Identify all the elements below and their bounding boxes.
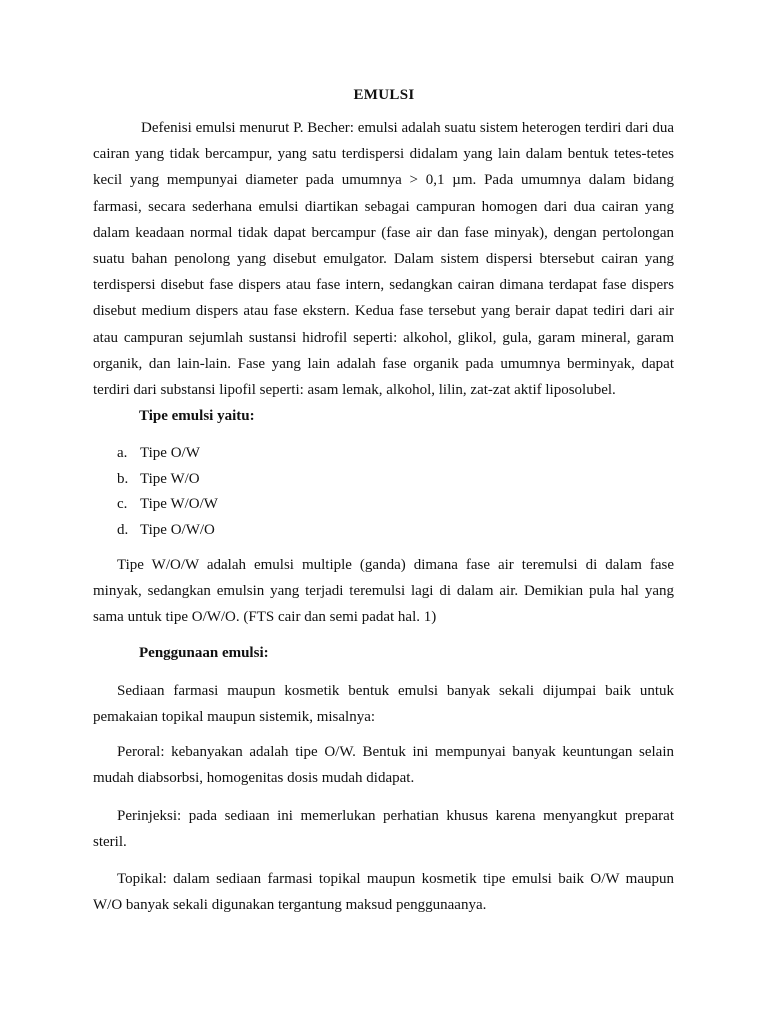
list-marker: c. (117, 496, 128, 512)
peroral-paragraph: Peroral: kebanyakan adalah tipe O/W. Bentuk ini mempunyai banyak keuntungan selain mudah diabsorbsi, homogenitas dosis mudah didapat. (93, 744, 674, 787)
list-item-text: Tipe W/O (140, 470, 200, 487)
topikal-paragraph: Topikal: dalam sediaan farmasi topikal maupun kosmetik tipe emulsi baik O/W maupun W/O banyak sekali digunakan tergantung maksud penggunaanya. (93, 871, 674, 914)
list-item-text: Tipe O/W/O (140, 521, 215, 538)
list-item-text: Tipe O/W (140, 445, 200, 461)
intro-paragraph: Defenisi emulsi menurut P. Becher: emulsi adalah suatu sistem heterogen terdiri dari dua cairan yang tidak bercampur, yang satu terdispersi didalam yang lain dalam bentuk tetes-tetes kecil yang mempunyai diameter pada umumnya > 0,1 µm. Pada umumnya dalam bidang farmasi, secara sederhana emulsi diartikan sebagai campuran homogen dari dua cairan yang dalam keadaan normal tidak dapat bercampur (fase air dan fase minyak), dengan pertolongan suatu bahan penolong yang disebut emulgator. Dalam sistem dispersi btersebut cairan yang terdispersi disebut fase dispers atau fase intern, sedangkan cairan dimana terdapat fase dispers disebut medium dispers atau fase ekstern. Kedua fase tersebut yang berair dapat tediri dari air atau campuran sejumlah sustansi hidrofil seperti: alkohol, glikol, gula, garam mineral, garam organik, dan lain-lain. Fase yang lain adalah fase organik pada umumnya berminyak, dapat terdiri dari substansi lipofil seperti: asam lemak, alkohol, lilin, zat-zat aktif liposolubel. (93, 120, 674, 399)
usage-heading: Penggunaan emulsi: (139, 645, 269, 661)
multiple-emulsion-paragraph: Tipe W/O/W adalah emulsi multiple (ganda) dimana fase air teremulsi di dalam fase minyak, sedangkan emulsin yang terjadi teremulsi lagi di dalam air. Demikian pula hal yang sama untuk tipe O/W/O. (FTS cair dan semi padat hal. 1) (93, 557, 674, 626)
list-marker: a. (117, 445, 128, 461)
list-item (117, 492, 218, 518)
perinjeksi-paragraph: Perinjeksi: pada sediaan ini memerlukan perhatian khusus karena menyangkut preparat steril. (93, 808, 674, 851)
list-marker: b. (117, 470, 129, 487)
usage-intro-paragraph: Sediaan farmasi maupun kosmetik bentuk emulsi banyak sekali dijumpai baik untuk pemakaian topikal maupun sistemik, misalnya: (93, 683, 674, 726)
list-item (117, 518, 218, 544)
types-heading: Tipe emulsi yaitu: (139, 408, 255, 424)
list-item-text: Tipe W/O/W (140, 496, 218, 512)
emulsion-types-list (117, 441, 218, 543)
list-item (117, 441, 218, 467)
list-marker: d. (117, 521, 129, 538)
document-title: EMULSI (353, 87, 415, 103)
list-item (117, 467, 218, 493)
